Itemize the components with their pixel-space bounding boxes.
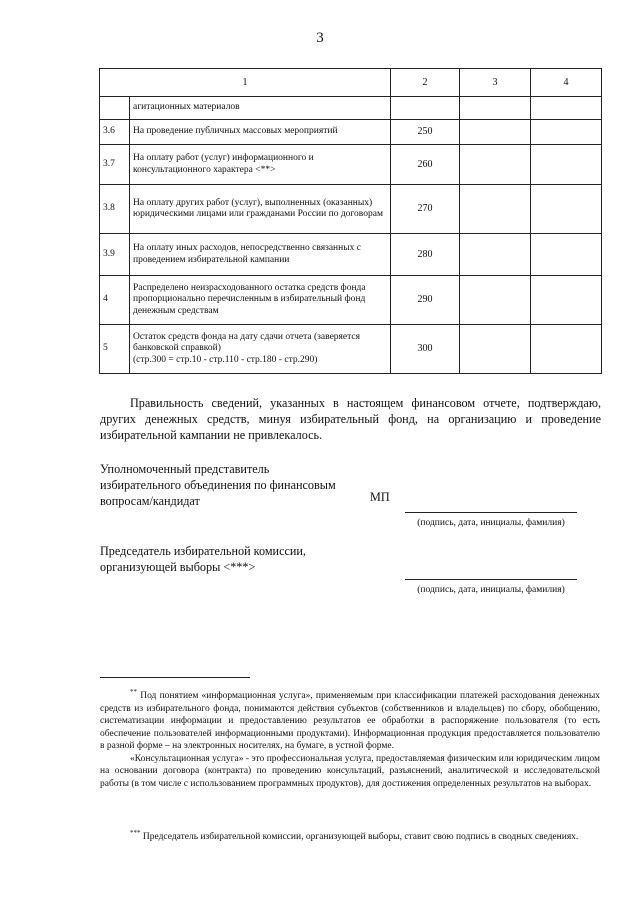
header-col-4: 4 <box>531 69 602 97</box>
row-description: На оплату иных расходов, непосредственно связанных с проведением избирательной кампании <box>130 234 391 276</box>
row-number: 5 <box>100 325 130 374</box>
footnote-mark: ** <box>130 688 137 696</box>
footnote-chairman: *** Председатель избирательной комиссии, организующей выборы, ставит свою подпись в сводных сведениях. <box>130 829 579 843</box>
table-row <box>100 185 602 234</box>
header-col-3: 3 <box>460 69 531 97</box>
page-number: 3 <box>316 30 324 46</box>
financial-report-table <box>99 68 602 374</box>
row-continuation-text: агитационных материалов <box>130 97 391 120</box>
row-code: 300 <box>391 325 460 374</box>
row-number: 3.6 <box>100 120 130 145</box>
row-description-main: Остаток средств фонда на дату сдачи отчета (заверяется банковской справкой) <box>133 331 360 354</box>
representative-label: Уполномоченный представитель избирательного объединения по финансовым вопросам/кандидат <box>100 462 336 508</box>
row-code: 250 <box>391 120 460 145</box>
footnote-mark: *** <box>130 829 141 837</box>
stamp-placeholder: МП <box>370 490 390 504</box>
table-row <box>100 276 602 325</box>
row-formula: (стр.300 = стр.10 - стр.110 - стр.180 - стр.290) <box>133 354 318 365</box>
table-row <box>100 97 602 120</box>
table-row <box>100 325 602 374</box>
representative-signature-caption: (подпись, дата, инициалы, фамилия) <box>417 518 565 528</box>
header-col-2: 2 <box>391 69 460 97</box>
row-number: 3.7 <box>100 145 130 185</box>
chairman-signature-line <box>405 579 577 580</box>
row-description <box>130 325 391 374</box>
table-row <box>100 145 602 185</box>
footnote-information-services: ** Под понятием «информационная услуга», применяемым при классификации платежей расходования денежных средств из избирательного фонда, понимаются действия субъектов (собственников и владельцев) по сбору, обобщению, систематизации информации и предоставлению результатов ее обработки в распоряжение пользователя (то есть обеспечение пользователей информационными продуктами). Информационная продукция предоставляется пользователю в разной форме – на электронных носителях, на бумаге, в устной форме. «Консультационная услуга» - это профессиональная услуга, предоставляемая физическим или юридическим лицом на основании договора (контракта) по проведению консультаций, разъяснений, аналитической и исследовательской работы (в том числе с использованием программных продуктов), для достижения определенных результатов на выборах. <box>100 688 601 789</box>
row-description: На оплату работ (услуг) информационного и консультационного характера <**> <box>130 145 391 185</box>
chairman-signature-caption: (подпись, дата, инициалы, фамилия) <box>417 585 565 595</box>
row-description: На проведение публичных массовых мероприятий <box>130 120 391 145</box>
row-number: 4 <box>100 276 130 325</box>
footnote-consulting-services: «Консультационная услуга» - это профессиональная услуга, предоставляемая физическим или юридическим лицом на основании договора (контракта) по проведению консультаций, разъяснений, аналитической и исследовательской работы (в том числе с использованием программных продуктов), для достижения определенных результатов на выборах. <box>100 753 600 789</box>
row-description: На оплату других работ (услуг), выполненных (оказанных) юридическими лицами или гражданами России по договорам <box>130 185 391 234</box>
table-header-row <box>100 69 602 97</box>
representative-signature-line <box>405 512 577 513</box>
table-row <box>100 234 602 276</box>
row-number: 3.9 <box>100 234 130 276</box>
footnote-separator <box>100 677 250 678</box>
chairman-label: Председатель избирательной комиссии, организующей выборы <***> <box>100 544 306 574</box>
header-col-1: 1 <box>100 69 391 97</box>
confirmation-statement: Правильность сведений, указанных в настоящем финансовом отчете, подтверждаю, других денежных средств, минуя избирательный фонд, на организацию и проведение избирательной кампании не привлекалось. <box>100 396 601 442</box>
row-description: Распределено неизрасходованного остатка средств фонда пропорционально перечисленным в избирательный фонд денежным средствам <box>130 276 391 325</box>
row-number: 3.8 <box>100 185 130 234</box>
row-code: 280 <box>391 234 460 276</box>
table-row <box>100 120 602 145</box>
row-code: 260 <box>391 145 460 185</box>
row-code: 270 <box>391 185 460 234</box>
row-code: 290 <box>391 276 460 325</box>
